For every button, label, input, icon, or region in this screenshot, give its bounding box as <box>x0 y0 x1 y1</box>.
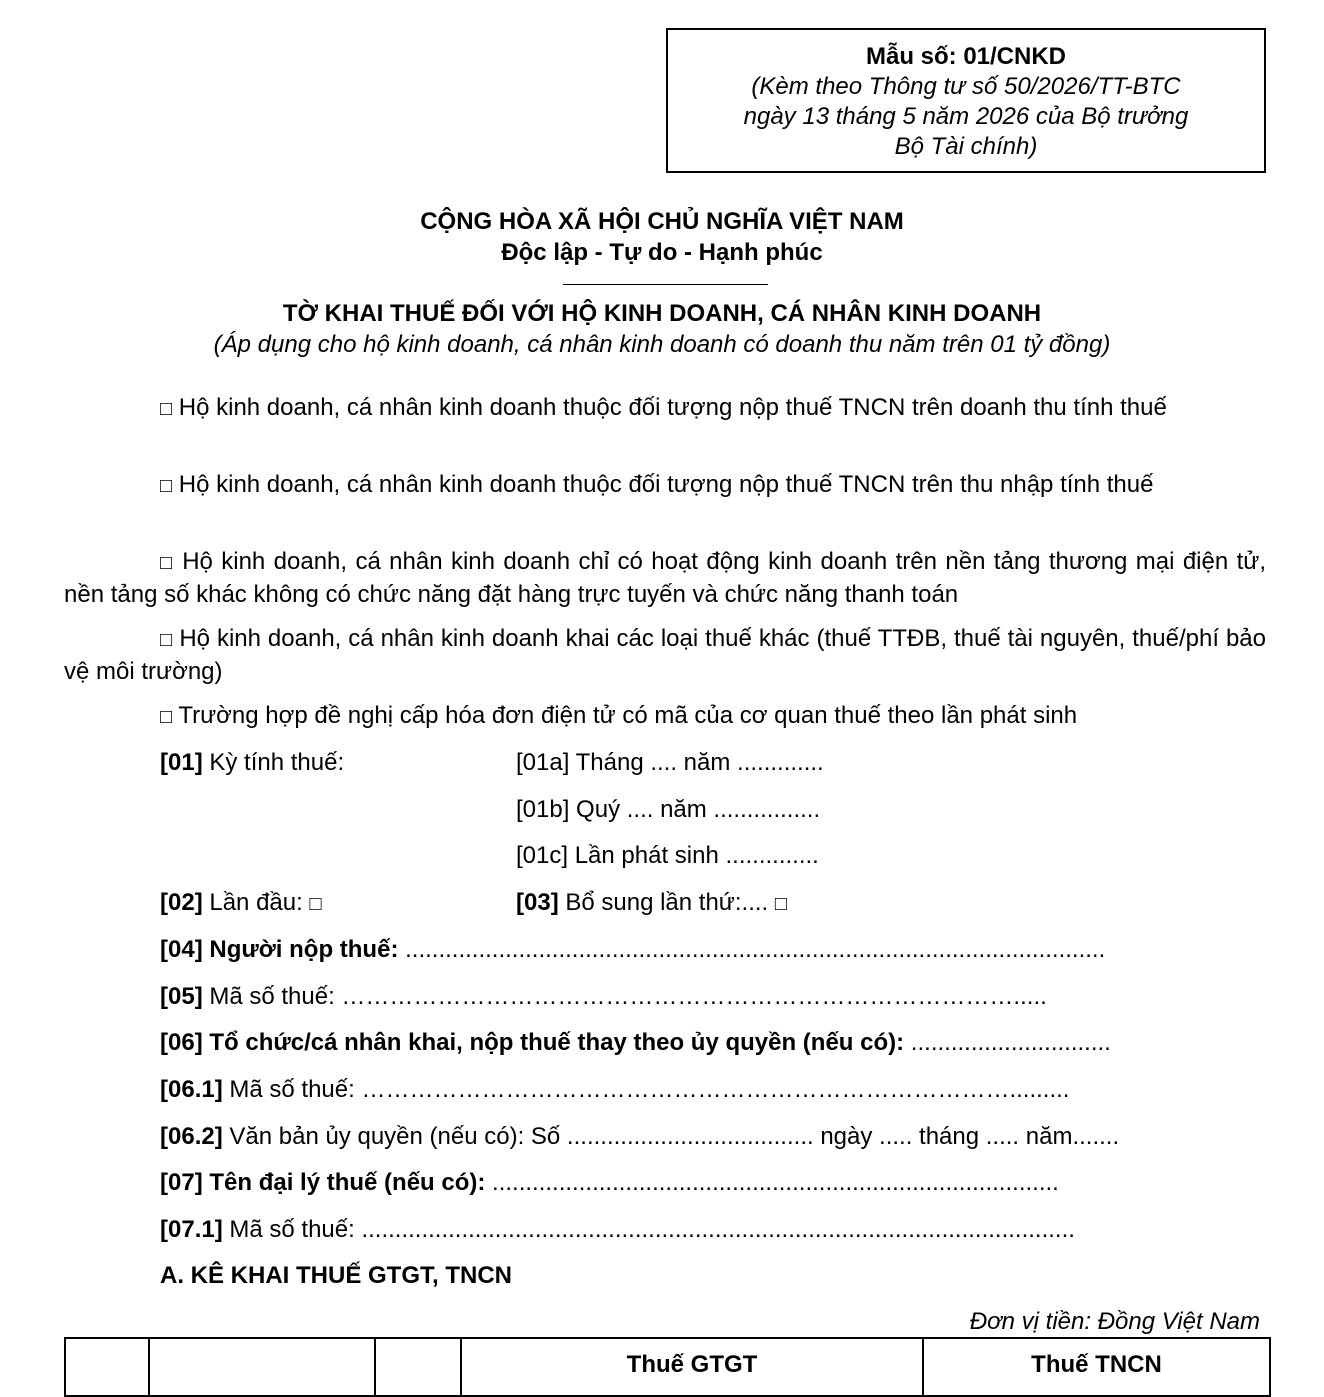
checkbox-first-time[interactable]: □ <box>309 893 322 915</box>
document-title: TỜ KHAI THUẾ ĐỐI VỚI HỘ KINH DOANH, CÁ NHÂN KINH DOANH <box>282 300 1042 327</box>
option-label-4: Hộ kinh doanh, cá nhân kinh doanh khai các loại thuế khác (thuế TTĐB, thuế tài nguyên, thuế/phí bảo vệ môi trường) <box>64 625 1266 685</box>
checkbox-3[interactable]: □ <box>160 552 174 574</box>
authorization-document-input[interactable]: Văn bản ủy quyền (nếu có): Số ..................................... ngày ..... tháng ..... năm....... <box>229 1123 1120 1150</box>
option-label-1: Hộ kinh doanh, cá nhân kinh doanh thuộc đối tượng nộp thuế TNCN trên doanh thu tính thuế <box>178 394 1167 421</box>
field-01 <box>160 747 344 778</box>
taxpayer-name-input[interactable]: ......................................................................................................... <box>398 936 1106 963</box>
field-label: Bổ sung lần thứ:.... <box>565 889 769 916</box>
field-label: Người nộp thuế: <box>209 936 399 963</box>
nation-name: CỘNG HÒA XÃ HỘI CHỦ NGHĨA VIỆT NAM <box>420 208 904 235</box>
field-03 <box>516 887 787 920</box>
form-code-box <box>666 28 1266 173</box>
authorized-tax-id-input[interactable]: ………………………………………………………………………......... <box>354 1076 1070 1103</box>
field-code: [07.1] <box>160 1216 223 1243</box>
document-subtitle: (Áp dụng cho hộ kinh doanh, cá nhân kinh doanh có doanh thu năm trên 01 tỷ đồng) <box>213 331 1111 358</box>
table-divider <box>374 1339 376 1395</box>
field-code: [06.2] <box>160 1123 223 1150</box>
checkbox-5[interactable]: □ <box>160 706 173 728</box>
section-a-heading: A. KÊ KHAI THUẾ GTGT, TNCN <box>160 1262 512 1289</box>
authorized-org-input[interactable]: .............................. <box>904 1029 1111 1056</box>
field-06-1 <box>160 1074 1069 1105</box>
field-code: [06.1] <box>160 1076 223 1103</box>
table-divider <box>148 1339 150 1395</box>
field-07-1 <box>160 1214 1075 1245</box>
field-code: [07] <box>160 1169 203 1196</box>
field-label: Kỳ tính thuế: <box>209 749 345 776</box>
field-label: Mã số thuế: <box>229 1216 355 1243</box>
option-row-4 <box>64 623 1266 687</box>
option-row-5 <box>64 700 1266 733</box>
tax-agent-name-input[interactable]: ..................................................................................... <box>485 1169 1059 1196</box>
header-pit: Thuế TNCN <box>1031 1351 1162 1378</box>
field-code: [04] <box>160 936 203 963</box>
header-divider <box>563 284 768 285</box>
field-06 <box>160 1027 1111 1058</box>
field-01a[interactable]: [01a] Tháng .... năm ............. <box>516 749 824 776</box>
tax-id-input[interactable]: …………………………………………………………………………..... <box>334 983 1047 1010</box>
form-ref-line3: Bộ Tài chính) <box>894 133 1038 160</box>
checkbox-4[interactable]: □ <box>160 629 173 651</box>
currency-unit: Đơn vị tiền: Đồng Việt Nam <box>969 1308 1260 1335</box>
field-label: Mã số thuế: <box>209 983 335 1010</box>
national-header <box>0 206 1324 268</box>
field-code: [05] <box>160 983 203 1010</box>
header-vat: Thuế GTGT <box>626 1351 758 1378</box>
checkbox-2[interactable]: □ <box>160 475 173 497</box>
form-ref-line2: ngày 13 tháng 5 năm 2026 của Bộ trưởng <box>743 103 1189 130</box>
option-label-2: Hộ kinh doanh, cá nhân kinh doanh thuộc đối tượng nộp thuế TNCN trên thu nhập tính thuế <box>178 471 1154 498</box>
tax-agent-id-input[interactable]: ........................................................................................................... <box>354 1216 1075 1243</box>
checkbox-1[interactable]: □ <box>160 398 173 420</box>
option-row-2 <box>64 469 1266 502</box>
field-04 <box>160 934 1105 965</box>
tax-table <box>64 1337 1271 1397</box>
document-title-block <box>0 298 1324 360</box>
field-code: [02] <box>160 889 203 916</box>
form-ref-line1: (Kèm theo Thông tư số 50/2026/TT-BTC <box>751 73 1181 100</box>
motto: Độc lập - Tự do - Hạnh phúc <box>501 239 823 266</box>
field-code: [06] <box>160 1029 203 1056</box>
field-07 <box>160 1167 1059 1198</box>
field-05 <box>160 981 1047 1012</box>
field-code: [01] <box>160 749 203 776</box>
option-label-5: Trường hợp đề nghị cấp hóa đơn điện tử có mã của cơ quan thuế theo lần phát sinh <box>178 702 1078 729</box>
field-label: Lần đầu: <box>209 889 303 916</box>
option-label-3: Hộ kinh doanh, cá nhân kinh doanh chỉ có hoạt động kinh doanh trên nền tảng thương mại điện tử, nền tảng số khác không có chức năng đặt hàng trực tuyến và chức năng thanh toán <box>64 548 1266 608</box>
field-label: Mã số thuế: <box>229 1076 355 1103</box>
field-code: [03] <box>516 889 559 916</box>
field-01c[interactable]: [01c] Lần phát sinh .............. <box>516 842 819 869</box>
field-label: Tổ chức/cá nhân khai, nộp thuế thay theo ủy quyền (nếu có): <box>209 1029 905 1056</box>
option-row-1 <box>64 392 1266 425</box>
form-code: Mẫu số: 01/CNKD <box>865 43 1067 70</box>
option-row-3 <box>64 546 1266 610</box>
field-label: Tên đại lý thuế (nếu có): <box>209 1169 486 1196</box>
field-01b[interactable]: [01b] Quý .... năm ................ <box>516 796 821 823</box>
field-02 <box>160 887 322 920</box>
checkbox-supplement[interactable]: □ <box>774 893 787 915</box>
field-06-2 <box>160 1121 1119 1152</box>
